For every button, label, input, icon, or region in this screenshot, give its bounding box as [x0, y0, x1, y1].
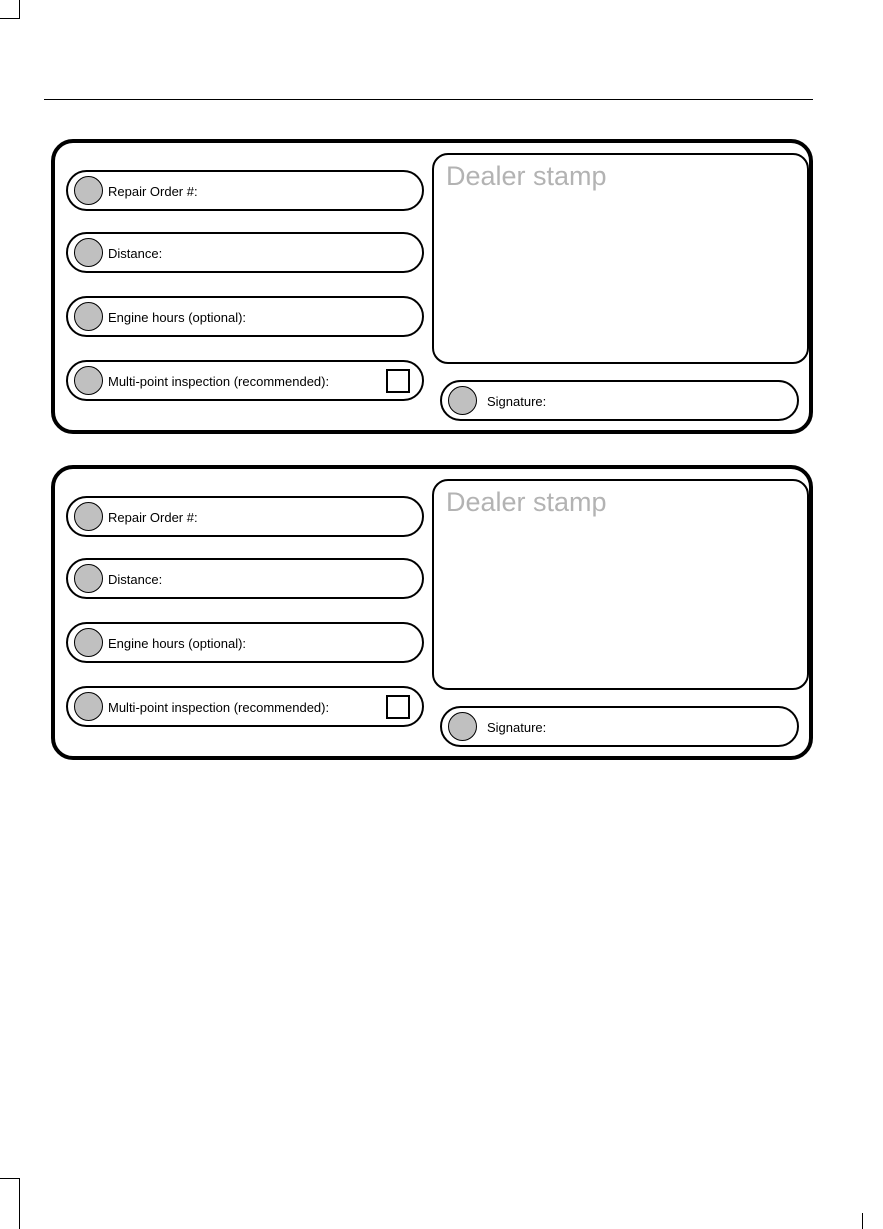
- crop-mark-bottom-left-horizontal: [0, 1178, 20, 1179]
- signature-label: Signature:: [487, 720, 547, 735]
- crop-mark-bottom-right-vertical: [862, 1213, 863, 1229]
- circle-marker-icon: [74, 238, 103, 267]
- circle-marker-icon: [448, 386, 477, 415]
- crop-mark-bottom-left-vertical: [19, 1178, 20, 1229]
- distance-label: Distance:: [108, 572, 163, 587]
- repair-order-field[interactable]: [66, 496, 424, 537]
- distance-field[interactable]: [66, 232, 424, 273]
- repair-order-label: Repair Order #:: [108, 510, 198, 525]
- circle-marker-icon: [74, 692, 103, 721]
- circle-marker-icon: [74, 628, 103, 657]
- multi-point-inspection-label: Multi-point inspection (recommended):: [108, 374, 330, 389]
- repair-order-label: Repair Order #:: [108, 184, 198, 199]
- distance-label: Distance:: [108, 246, 163, 261]
- circle-marker-icon: [74, 366, 103, 395]
- circle-marker-icon: [74, 502, 103, 531]
- circle-marker-icon: [74, 564, 103, 593]
- dealer-stamp-label: Dealer stamp: [446, 161, 607, 191]
- multi-point-inspection-field: [66, 360, 424, 401]
- circle-marker-icon: [74, 302, 103, 331]
- engine-hours-label: Engine hours (optional):: [108, 310, 247, 325]
- service-record-card-2: [51, 465, 813, 760]
- signature-field[interactable]: [440, 380, 799, 421]
- dealer-stamp-box: [432, 479, 809, 690]
- repair-order-field[interactable]: [66, 170, 424, 211]
- engine-hours-field[interactable]: [66, 296, 424, 337]
- engine-hours-label: Engine hours (optional):: [108, 636, 247, 651]
- circle-marker-icon: [74, 176, 103, 205]
- crop-mark-top-left-vertical: [19, 0, 20, 18]
- signature-label: Signature:: [487, 394, 547, 409]
- multi-point-inspection-checkbox[interactable]: [386, 695, 410, 719]
- engine-hours-field[interactable]: [66, 622, 424, 663]
- service-record-card-1: [51, 139, 813, 434]
- crop-mark-top-left-horizontal: [0, 18, 20, 19]
- dealer-stamp-box: [432, 153, 809, 364]
- dealer-stamp-label: Dealer stamp: [446, 487, 607, 517]
- circle-marker-icon: [448, 712, 477, 741]
- signature-field[interactable]: [440, 706, 799, 747]
- distance-field[interactable]: [66, 558, 424, 599]
- multi-point-inspection-checkbox[interactable]: [386, 369, 410, 393]
- header-rule: [44, 99, 813, 100]
- multi-point-inspection-field: [66, 686, 424, 727]
- multi-point-inspection-label: Multi-point inspection (recommended):: [108, 700, 330, 715]
